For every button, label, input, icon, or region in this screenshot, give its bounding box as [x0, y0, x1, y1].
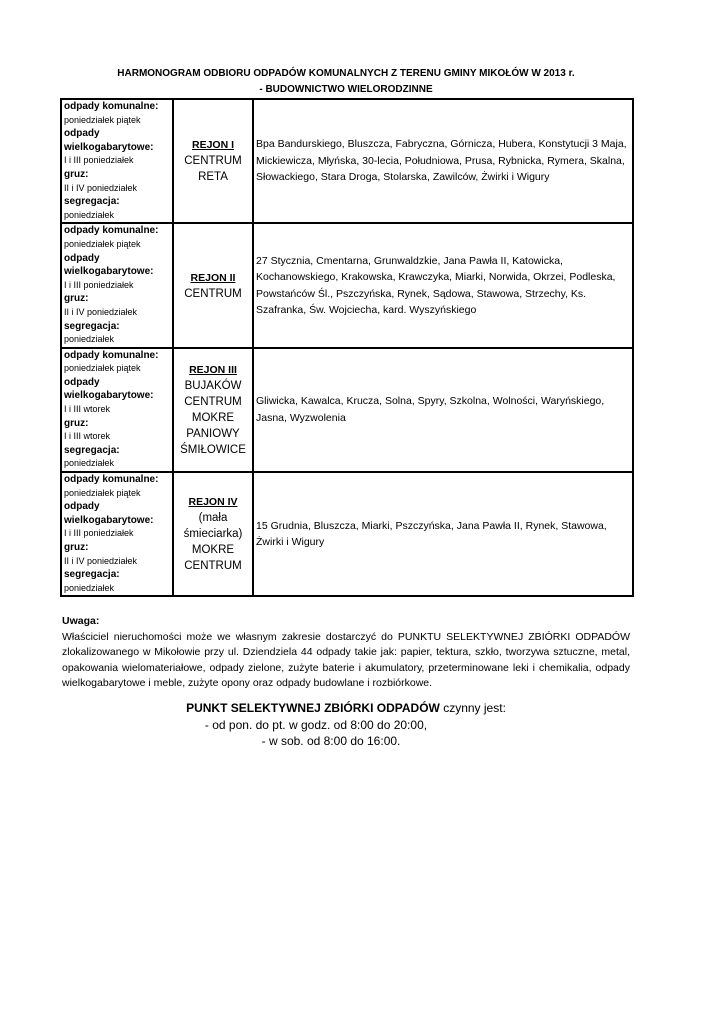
- gruz-label: gruz:: [64, 417, 89, 429]
- wielko-days: I i III poniedziałek: [64, 155, 134, 166]
- streets-cell: Gliwicka, Kawalca, Krucza, Solna, Spyry, Szkolna, Wolności, Waryńskiego, Jasna, Wyzwolenia: [253, 348, 633, 472]
- region-cell: [173, 472, 253, 596]
- region-line: CENTRUM: [184, 560, 242, 573]
- gruz-days: I i III wtorek: [64, 431, 111, 442]
- region-line: PANIOWY: [186, 427, 240, 440]
- region-line: MOKRE: [191, 411, 235, 424]
- segregacja-label: segregacja:: [64, 196, 120, 208]
- gruz-days: II i IV poniedziałek: [64, 306, 138, 317]
- wielko-label-2: wielkogabarytowe:: [64, 266, 154, 278]
- region-cell: [173, 223, 253, 347]
- gruz-days: II i IV poniedziałek: [64, 555, 138, 566]
- komunalne-days: poniedziałek piątek: [64, 114, 141, 125]
- wielko-days: I i III poniedziałek: [64, 279, 134, 290]
- title-line-1: HARMONOGRAM ODBIORU ODPADÓW KOMUNALNYCH Z TERENU GMINY MIKOŁÓW W 2013 r.: [117, 68, 575, 79]
- segregacja-label: segregacja:: [64, 569, 120, 581]
- region-line: CENTRUM: [184, 287, 242, 300]
- table-row: [61, 472, 633, 596]
- komunalne-days: poniedziałek piątek: [64, 238, 141, 249]
- note-title: Uwaga:: [62, 615, 100, 627]
- gruz-label: gruz:: [64, 542, 89, 553]
- note-section: [62, 614, 630, 692]
- schedule-table: [60, 98, 634, 597]
- wielko-label-2: wielkogabarytowe:: [64, 390, 154, 402]
- page-title: [60, 66, 632, 98]
- hours-weekday: - od pon. do pt. w godz. od 8:00 do 20:00,: [204, 717, 428, 732]
- wielko-days: I i III poniedziałek: [64, 528, 134, 539]
- region-line: MOKRE: [191, 544, 235, 557]
- segregacja-days: poniedziałek: [64, 334, 115, 345]
- hours-saturday: - w sob. od 8:00 do 16:00.: [261, 734, 401, 748]
- streets-cell: Bpa Bandurskiego, Bluszcza, Fabryczna, Górnicza, Hubera, Konstytucji 3 Maja, Mickiewicza, Młyńska, 30-lecia, Południowa, Prusa, Rybnicka, Rymera, Skalna, Słowackiego, Stara Droga, Stolarska, Zawilców, Żwirki i Wigury: [253, 99, 633, 223]
- region-cell: [173, 348, 253, 472]
- segregacja-days: poniedziałek: [64, 582, 115, 593]
- region-cell: [173, 99, 253, 223]
- streets-cell: 27 Stycznia, Cmentarna, Grunwaldzkie, Jana Pawła II, Katowicka, Kochanowskiego, Krakowska, Krawczyka, Miarki, Norwida, Okrzei, Podleska, Powstańców Śl., Pszczyńska, Rynek, Sądowa, Stawowa, Strzechy, Ks. Szafranka, Św. Wojciecha, kard. Wyszyńskiego: [253, 223, 633, 347]
- wielko-label-2: wielkogabarytowe:: [64, 141, 154, 153]
- region-name: REJON I: [191, 139, 234, 152]
- collection-point-name: PUNKT SELEKTYWNEJ ZBIÓRKI ODPADÓW: [186, 701, 440, 715]
- title-line-2: - BUDOWNICTWO WIELORODZINNE: [259, 84, 433, 95]
- streets-cell: 15 Grudnia, Bluszcza, Miarki, Pszczyńska, Jana Pawła II, Rynek, Stawowa, Żwirki i Wigury: [253, 472, 633, 596]
- komunalne-days: poniedziałek piątek: [64, 487, 141, 498]
- region-line: CENTRUM: [184, 395, 242, 408]
- komunalne-label: odpady komunalne:: [64, 101, 159, 112]
- komunalne-label: odpady komunalne:: [64, 474, 159, 486]
- table-row: [61, 348, 633, 472]
- gruz-days: II i IV poniedziałek: [64, 182, 138, 193]
- region-line: śmieciarka): [183, 528, 243, 541]
- segregacja-days: poniedziałek: [64, 458, 115, 469]
- komunalne-label: odpady komunalne:: [64, 349, 159, 361]
- collection-point-suffix: czynny jest:: [439, 701, 506, 715]
- wielko-days: I i III wtorek: [64, 404, 111, 415]
- region-name-suffix: (mała: [198, 512, 228, 525]
- wielko-label-1: odpady: [64, 252, 100, 264]
- schedule-cell: [61, 99, 173, 223]
- collection-point-section: [60, 700, 632, 750]
- wielko-label-2: wielkogabarytowe:: [64, 514, 154, 526]
- segregacja-days: poniedziałek: [64, 209, 115, 220]
- region-line: BUJAKÓW: [184, 379, 242, 392]
- wielko-label-1: odpady: [64, 128, 100, 140]
- schedule-cell: [61, 223, 173, 347]
- collection-point-heading: [60, 700, 632, 717]
- segregacja-label: segregacja:: [64, 444, 120, 456]
- schedule-cell: [61, 472, 173, 596]
- note-text: Właściciel nieruchomości może we własnym zakresie dostarczyć do PUNKTU SELEKTYWNEJ ZBIÓRKI ODPADÓW zlokalizowanego w Mikołowie przy ul. Dziendziela 44 odpady takie jak: papier, tektura, szkło, tworzywa sztuczne, metal, opakowania wielomateriałowe, odpady zielone, zużyte baterie i akumulatory, przeterminowane leki i chemikalia, odpady wielkogabarytowe i meble, zużyte opony oraz odpady budowlane i rozbiórkowe.: [62, 630, 630, 689]
- segregacja-label: segregacja:: [64, 320, 120, 332]
- table-row: [61, 223, 633, 347]
- wielko-label-1: odpady: [64, 501, 100, 513]
- region-line: RETA: [198, 171, 228, 184]
- region-line: CENTRUM: [184, 155, 242, 168]
- gruz-label: gruz:: [64, 293, 89, 305]
- region-name: REJON III: [189, 363, 237, 376]
- gruz-label: gruz:: [64, 168, 89, 180]
- komunalne-days: poniedziałek piątek: [64, 363, 141, 374]
- komunalne-label: odpady komunalne:: [64, 225, 159, 237]
- wielko-label-1: odpady: [64, 376, 100, 388]
- region-line: ŚMIŁOWICE: [180, 443, 246, 456]
- table-row: [61, 99, 633, 223]
- region-name: REJON II: [190, 271, 236, 284]
- schedule-cell: [61, 348, 173, 472]
- region-name: REJON IV: [188, 496, 238, 509]
